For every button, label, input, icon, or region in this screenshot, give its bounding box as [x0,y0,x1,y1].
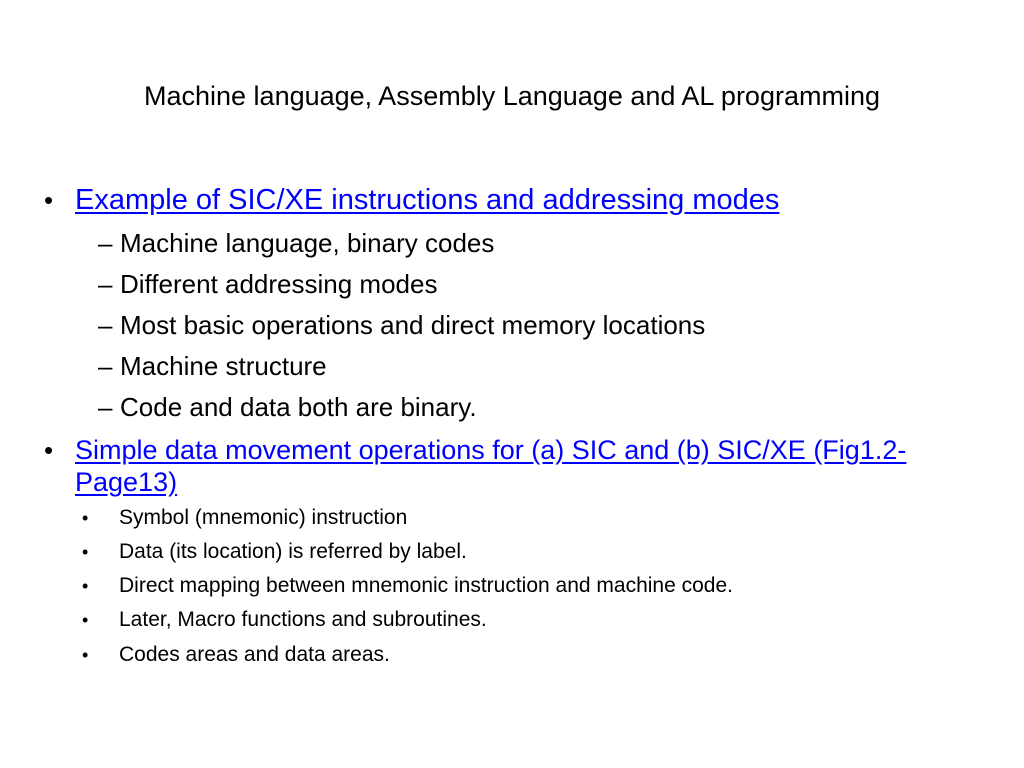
sub-bullet-item [98,392,978,422]
sub-bullet-item [98,228,978,258]
bullet-marker: • [82,645,89,665]
sub-bullet-item [82,539,982,565]
bullet-item [44,434,924,498]
sub-bullet-item [82,642,982,668]
sub-bullet-text: Machine structure [120,351,327,381]
sub-bullet-text: Data (its location) is referred by label. [119,540,467,563]
data-movement-link[interactable]: Simple data movement operations for (a) SIC and (b) SIC/XE (Fig1.2-Page13) [75,435,907,497]
bullet-marker: • [82,610,89,630]
bullet-marker: • [82,542,89,562]
sub-bullet-text: Later, Macro functions and subroutines. [119,608,487,631]
instructions-link[interactable]: Example of SIC/XE instructions and addressing modes [75,184,780,216]
sub-bullet-item [98,269,978,299]
sub-bullet-text: Codes areas and data areas. [119,643,390,666]
bullet-marker: • [44,435,54,465]
slide-title: Machine language, Assembly Language and AL programming [144,81,880,111]
sub-bullet-item [82,573,982,599]
bullet-item [44,184,974,216]
sub-bullet-text: Machine language, binary codes [120,228,495,258]
sub-bullet-item [98,351,978,381]
dash-marker: – [98,392,113,422]
sub-bullet-item [82,505,982,531]
dash-marker: – [98,310,113,340]
bullet-marker: • [82,508,89,528]
sub-bullet-text: Most basic operations and direct memory locations [120,310,706,340]
dash-marker: – [98,351,113,381]
dash-marker: – [98,228,113,258]
bullet-marker: • [82,576,89,596]
sub-bullet-text: Different addressing modes [120,269,438,299]
dash-marker: – [98,269,113,299]
sub-bullet-text: Code and data both are binary. [120,392,477,422]
sub-bullet-item [82,607,982,633]
sub-bullet-item [98,310,978,340]
sub-bullet-text: Direct mapping between mnemonic instruction and machine code. [119,574,733,597]
bullet-marker: • [44,185,54,215]
sub-bullet-text: Symbol (mnemonic) instruction [119,506,408,529]
